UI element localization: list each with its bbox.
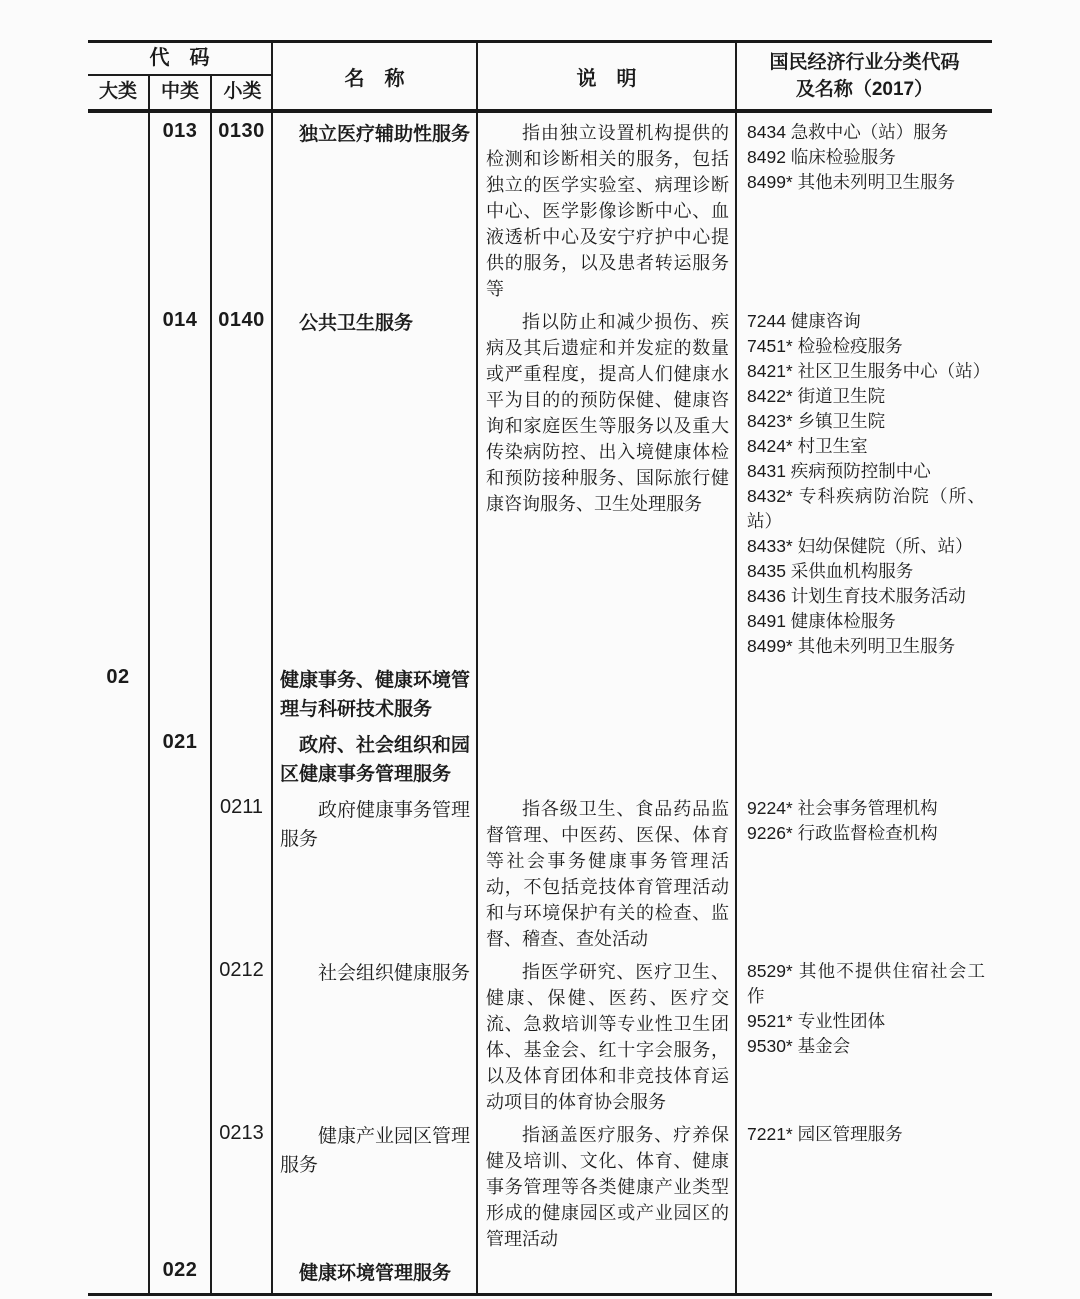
table-row-0213 bbox=[88, 1115, 992, 1252]
industry-code-entry: 8435 采供血机构服务 bbox=[747, 561, 914, 581]
cell-description bbox=[478, 1252, 737, 1293]
cell-industry-codes bbox=[737, 113, 992, 302]
cell-industry-codes bbox=[737, 302, 992, 659]
cell-middle-code bbox=[150, 659, 212, 724]
cell-description bbox=[478, 724, 737, 789]
cell-category-name: 健康产业园区管理服务 bbox=[273, 1115, 478, 1252]
header-industry-code-line1: 国民经济行业分类代码 bbox=[769, 52, 960, 73]
cell-major-code bbox=[88, 1252, 150, 1293]
cell-minor-code bbox=[212, 659, 273, 724]
industry-code-entry: 8422* 街道卫生院 bbox=[747, 386, 886, 406]
industry-code-entry: 8491 健康体检服务 bbox=[747, 611, 896, 631]
industry-code-entry: 7244 健康咨询 bbox=[747, 311, 861, 331]
industry-code-entry: 8433* 妇幼保健院（所、站） bbox=[747, 536, 973, 556]
cell-middle-code bbox=[150, 952, 212, 1115]
cell-minor-code: 0140 bbox=[212, 302, 273, 659]
cell-category-name: 政府健康事务管理服务 bbox=[273, 789, 478, 952]
industry-code-entry: 7221* 园区管理服务 bbox=[747, 1124, 903, 1144]
cell-major-code bbox=[88, 789, 150, 952]
industry-code-entry: 8499* 其他未列明卫生服务 bbox=[747, 636, 956, 656]
industry-code-entry: 8499* 其他未列明卫生服务 bbox=[747, 172, 956, 192]
cell-major-code bbox=[88, 1115, 150, 1252]
industry-code-entry: 9226* 行政监督检查机构 bbox=[747, 823, 938, 843]
industry-code-entry: 9224* 社会事务管理机构 bbox=[747, 798, 938, 818]
header-code-label: 代 码 bbox=[88, 43, 271, 76]
cell-major-code bbox=[88, 113, 150, 302]
classification-table bbox=[88, 40, 992, 1296]
cell-category-name: 独立医疗辅助性服务 bbox=[273, 113, 478, 302]
cell-category-name: 健康事务、健康环境管理与科研技术服务 bbox=[273, 659, 478, 724]
cell-middle-code: 014 bbox=[150, 302, 212, 659]
industry-code-entry: 8431 疾病预防控制中心 bbox=[747, 461, 931, 481]
header-minor-category: 小类 bbox=[223, 81, 262, 102]
cell-category-name: 公共卫生服务 bbox=[273, 302, 478, 659]
cell-industry-codes bbox=[737, 789, 992, 952]
cell-minor-code: 0213 bbox=[212, 1115, 273, 1252]
industry-code-entry: 9521* 专业性团体 bbox=[747, 1011, 886, 1031]
cell-description: 指各级卫生、食品药品监督管理、中医药、医保、体育等社会事务健康事务管理活动，不包括竞技体育管理活动和与环境保护有关的检查、监督、稽查、查处活动 bbox=[478, 789, 737, 952]
header-major-category: 大类 bbox=[88, 76, 150, 109]
industry-code-entry: 8423* 乡镇卫生院 bbox=[747, 411, 886, 431]
cell-description bbox=[478, 659, 737, 724]
cell-category-name: 社会组织健康服务 bbox=[273, 952, 478, 1115]
table-row-02 bbox=[88, 659, 992, 724]
industry-code-entry: 8434 急救中心（站）服务 bbox=[747, 122, 949, 142]
cell-industry-codes bbox=[737, 1252, 992, 1293]
header-code-subrow bbox=[88, 76, 271, 109]
cell-description: 指由独立设置机构提供的检测和诊断相关的服务，包括独立的医学实验室、病理诊断中心、医学影像诊断中心、血液透析中心及安宁疗护中心提供的服务，以及患者转运服务等 bbox=[478, 113, 737, 302]
table-row-021 bbox=[88, 724, 992, 789]
table-row-0140 bbox=[88, 302, 992, 659]
cell-middle-code: 013 bbox=[150, 113, 212, 302]
cell-minor-code: 0211 bbox=[212, 789, 273, 952]
cell-category-name: 政府、社会组织和园区健康事务管理服务 bbox=[273, 724, 478, 789]
cell-industry-codes bbox=[737, 659, 992, 724]
table-row-0211 bbox=[88, 789, 992, 952]
industry-code-entry: 7451* 检验检疫服务 bbox=[747, 336, 903, 356]
table-row-0130 bbox=[88, 113, 992, 302]
cell-industry-codes bbox=[737, 1115, 992, 1252]
header-middle-category: 中类 bbox=[150, 76, 212, 109]
cell-industry-codes bbox=[737, 724, 992, 789]
cell-major-code bbox=[88, 302, 150, 659]
cell-minor-code bbox=[212, 1252, 273, 1293]
cell-major-code: 02 bbox=[88, 659, 150, 724]
industry-code-entry: 9530* 基金会 bbox=[747, 1036, 851, 1056]
cell-major-code bbox=[88, 724, 150, 789]
cell-minor-code: 0130 bbox=[212, 113, 273, 302]
header-name-column: 名 称 bbox=[273, 43, 478, 109]
cell-middle-code: 022 bbox=[150, 1252, 212, 1293]
industry-code-entry: 8432* 专科疾病防治院（所、站） bbox=[747, 486, 985, 531]
industry-code-entry: 8436 计划生育技术服务活动 bbox=[747, 586, 966, 606]
cell-major-code bbox=[88, 952, 150, 1115]
table-row-0212 bbox=[88, 952, 992, 1115]
cell-middle-code bbox=[150, 789, 212, 952]
cell-description: 指医学研究、医疗卫生、健康、保健、医药、医疗交流、急救培训等专业性卫生团体、基金会、红十字会服务，以及体育团体和非竞技体育运动项目的体育协会服务 bbox=[478, 952, 737, 1115]
cell-minor-code bbox=[212, 724, 273, 789]
cell-minor-code: 0212 bbox=[212, 952, 273, 1115]
header-industry-code-column bbox=[737, 43, 992, 109]
cell-description: 指涵盖医疗服务、疗养保健及培训、文化、体育、健康事务管理等各类健康产业类型形成的健康园区或产业园区的管理活动 bbox=[478, 1115, 737, 1252]
table-header bbox=[88, 43, 992, 113]
industry-code-entry: 8424* 村卫生室 bbox=[747, 436, 868, 456]
cell-middle-code bbox=[150, 1115, 212, 1252]
cell-description: 指以防止和减少损伤、疾病及其后遗症和并发症的数量或严重程度，提高人们健康水平为目的的预防保健、健康咨询和家庭医生等服务以及重大传染病防控、出入境健康体检和预防接种服务、国际旅行健康咨询服务、卫生处理服务 bbox=[478, 302, 737, 659]
industry-code-entry: 8492 临床检验服务 bbox=[747, 147, 896, 167]
header-description-column: 说 明 bbox=[478, 43, 737, 109]
cell-category-name: 健康环境管理服务 bbox=[273, 1252, 478, 1293]
cell-industry-codes bbox=[737, 952, 992, 1115]
header-code-group bbox=[88, 43, 273, 109]
industry-code-entry: 8421* 社区卫生服务中心（站） bbox=[747, 361, 991, 381]
industry-code-entry: 8529* 其他不提供住宿社会工作 bbox=[747, 961, 985, 1006]
table-row-022 bbox=[88, 1252, 992, 1293]
cell-middle-code: 021 bbox=[150, 724, 212, 789]
header-industry-code-line2: 及名称（2017） bbox=[795, 79, 934, 100]
